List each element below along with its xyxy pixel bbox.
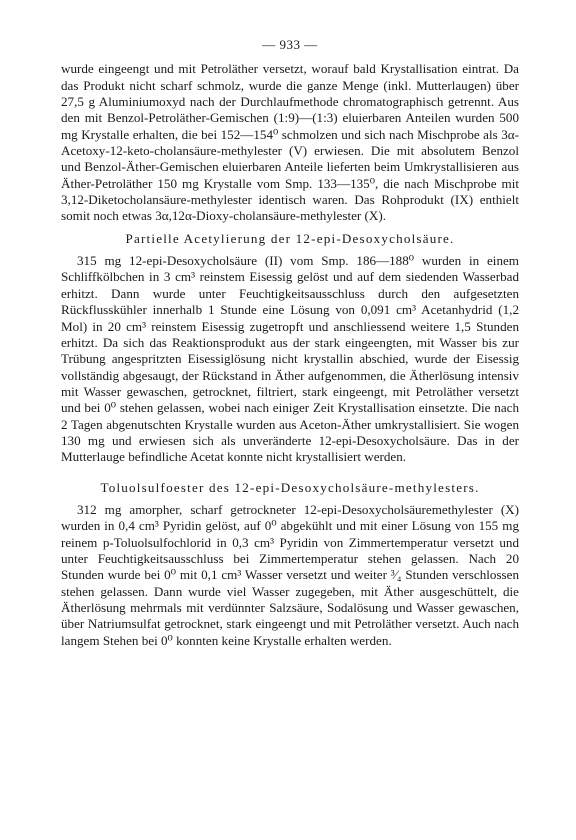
section-heading-acetylation: Partielle Acetylierung der 12-epi-Desoxycholsäure. <box>125 230 455 246</box>
document-page <box>61 37 519 649</box>
paragraph-toluolsulfoester: 312 mg amorpher, scharf getrockneter 12-epi-Desoxycholsäuremethylester (X) wurden in 0,4 cm³ Pyridin gelöst, auf 0⁰ abgekühlt und mit einer Lösung von 155 mg reinem p-Toluolsulfochlorid in 0,3 cm³ Pyridin von Zimmertemperatur versetzt und unter Feuchtigkeitsausschluss bei Zimmertemperatur stehen gelassen. Nach 20 Stunden wurde bei 0⁰ mit 0,1 cm³ Wasser versetzt und weiter ³⁄₄ Stunden verschlossen stehen gelassen. Dann wurde viel Wasser zugegeben, mit Äther ausgeschüttelt, die Ätherlösung mehrmals mit verdünnter Salzsäure, Sodalösung und Wasser gewaschen, über Natriumsulfat getrocknet, stark eingeengt und mit Petroläther versetzt. Auch nach langem Stehen bei 0⁰ konnten keine Krystalle erhalten werden. <box>61 501 519 648</box>
paragraph-acetylation: 315 mg 12-epi-Desoxycholsäure (II) vom Smp. 186—188⁰ wurden in einem Schliffkölbchen in 3 cm³ reinstem Eisessig gelöst und auf dem siedenden Wasserbad erhitzt. Dann wurde unter Feuchtigkeitsausschluss durch den aufgesetzten Rückflusskühler innerhalb 1 Stunde eine Lösung von 0,091 cm³ Acetanhydrid (1,2 Mol) in 20 cm³ reinstem Eisessig zugetropft und anschliessend weitere 1,5 Stunden erhitzt. Da sich das Reaktionsprodukt aus der stark eingeengten, mit Wasser bis zur Trübung angespritzten Eisessiglösung nicht krystallin abschied, wurde der Eisessig vollständig abgesaugt, der Rückstand in Äther aufgenommen, die Ätherlösung intensiv mit Wasser gewaschen, getrocknet, filtriert, stark eingeengt, mit Petroläther versetzt und bei 0⁰ stehen gelassen, wobei nach einiger Zeit Krystallisation einsetzte. Die nach 2 Tagen abgenutschten Krystalle wurden aus Aceton-Äther umkrystallisiert. Sie wogen 130 mg und erwiesen sich als unveränderte 12-epi-Desoxycholsäure. Das in der Mutterlauge befindliche Acetat konnte nicht krystallisiert werden. <box>61 253 519 465</box>
page-number: — 933 — <box>262 37 318 52</box>
section-heading-toluolsulfoester: Toluolsulfoester des 12-epi-Desoxycholsäure-methylesters. <box>100 479 480 495</box>
paragraph-continuation: wurde eingeengt und mit Petroläther versetzt, worauf bald Krystallisation eintrat. Da das Produkt nicht scharf schmolz, wurde die ganze Menge (inkl. Mutterlaugen) über 27,5 g Aluminiumoxyd nach der Durchlaufmethode chromatographisch getrennt. Aus den mit Benzol-Petroläther-Gemischen (1:9)—(1:3) eluierbaren Anteilen wurden 500 mg Krystalle erhalten, die bei 152—154⁰ schmolzen und sich nach Mischprobe als 3α-Acetoxy-12-keto-cholansäure-methylester (V) erwiesen. Die mit absolutem Benzol und Benzol-Äther-Gemischen eluierbaren Anteile lieferten beim Umkrystallisieren aus Äther-Petroläther 150 mg Krystalle vom Smp. 133—135⁰, die nach Mischprobe mit 3,12-Diketocholansäure-methylester identisch waren. Das Rohprodukt (IX) enthielt somit noch etwas 3α,12α-Dioxy-cholansäure-methylester (X). <box>61 61 519 224</box>
